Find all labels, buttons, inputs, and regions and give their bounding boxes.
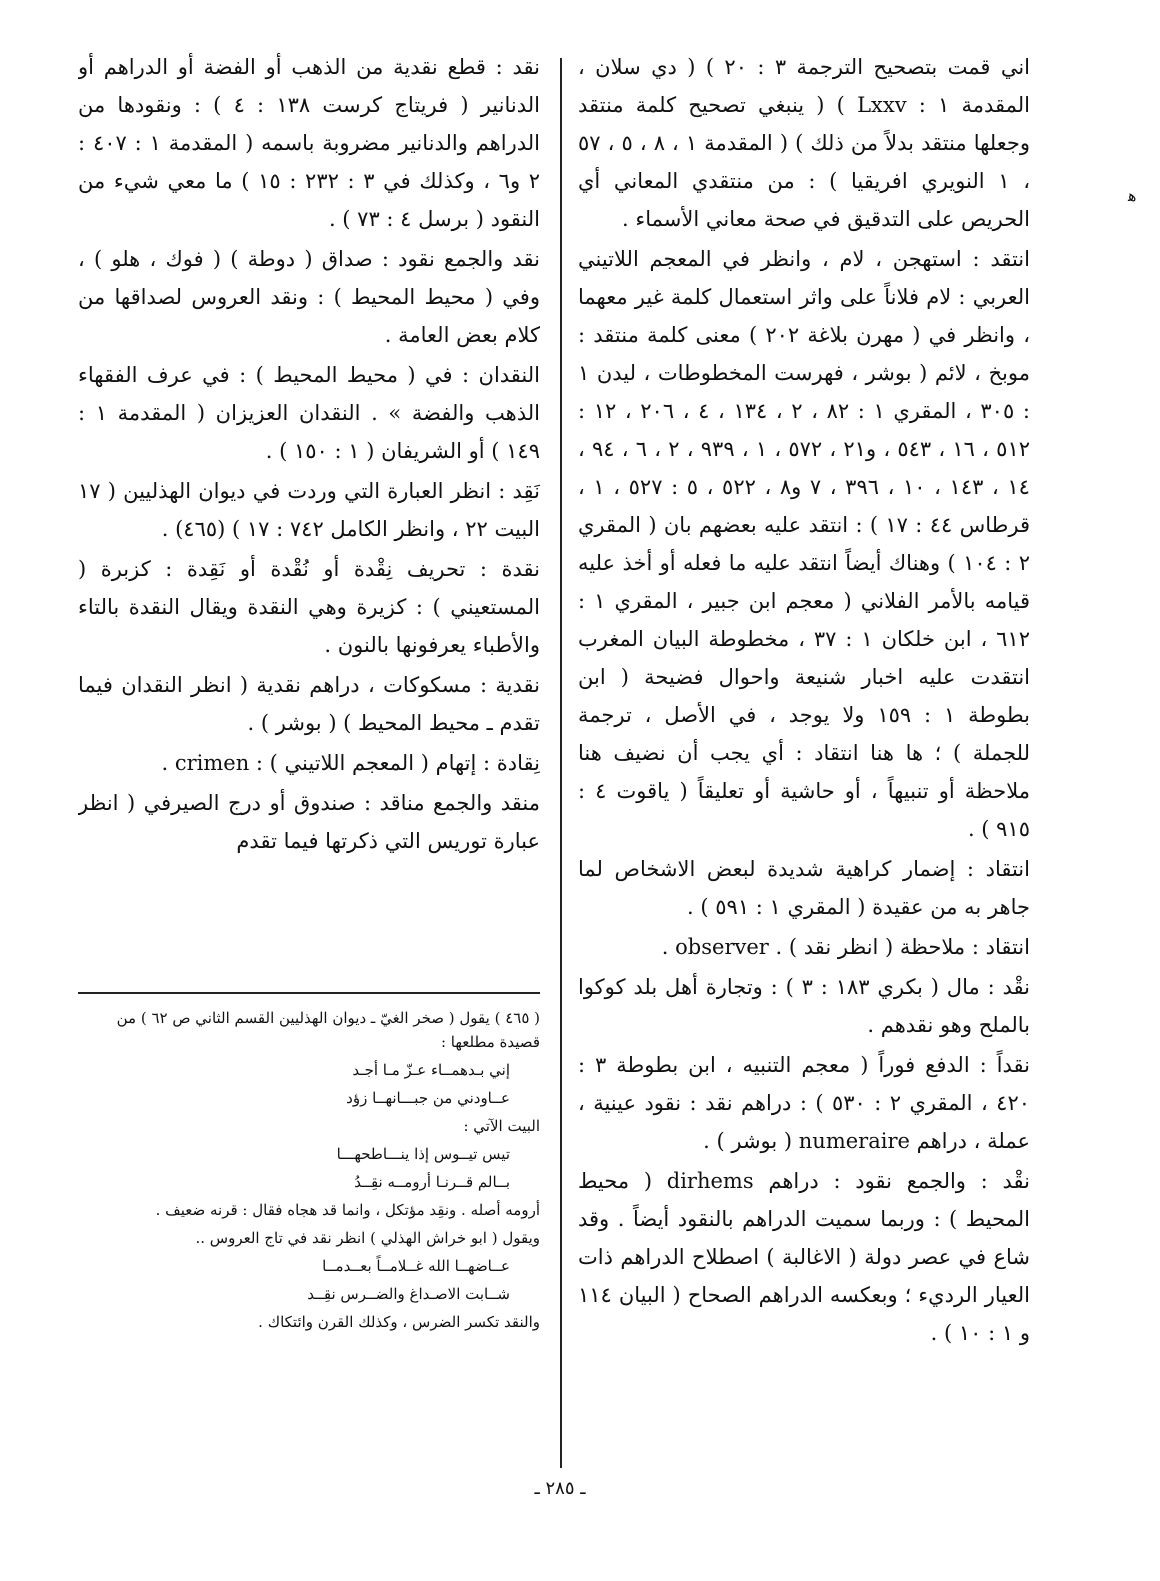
footnote-verse: عــاودني من جبـــانهــا زؤد xyxy=(346,1089,510,1107)
paragraph-minqad: منقد والجمع مناقد : صندوق أو درج الصيرفي ( انظر عبارة توريس التي ذكرتها فيما تقدم xyxy=(78,791,540,853)
paragraph-naqd-coins: نقد : قطع نقدية من الذهب أو الفضة أو الدراهم أو الدنانير ( فريتاج كرست ١٣٨ : ٤ ) : ونقودها من الدراهم والدنانير مضروبة باسمه ( المقدمة ١ : ٤٠٧ : ٢ و٦ ، وكذلك في ٣ : ٢٣٢ : ١٥ ) ما معي شيء من النقود ( برسل ٤ : ٧٣ ) . xyxy=(78,55,540,231)
paragraph-intiqad-1: انتقاد : إضمار كراهية شديدة لبعض الاشخاص لما جاهر به من عقيدة ( المقري ١ : ٥٩١ ) . xyxy=(578,857,1030,919)
paragraph-munaqqid: اني قمت بتصحيح الترجمة ٣ : ٢٠ ) ( دي سلان ، المقدمة ١ : Lxxv ) ( ينبغي تصحيح كلمة منتقد وجعلها منتقد بدلاً من ذلك ) ( المقدمة ١ ، ٨ ، ٥ ، ٥٧ ، ١ النويري افريقيا ) : من منتقدي المعاني أي الحريص على التدقيق في صحة معاني الأسماء . xyxy=(578,55,1031,231)
paragraph-naqd-dowry: نقد والجمع نقود : صداق ( دوطة ) ( فوك ، هلو ) ، وفي ( محيط المحيط ) : ونقد العروس لصداقها من كلام بعض العامة . xyxy=(78,247,540,347)
paragraph-naqid: نَقِد : انظر العبارة التي وردت في ديوان الهذليين ( ١٧ البيت ٢٢ ، وانظر الكامل ٧٤٢ : ١٧ ) (٤٦٥) . xyxy=(78,479,540,541)
footnote-verse: تيس تيــوس إذا ينـــاطحهـــا xyxy=(336,1145,510,1163)
paragraph-naqda: نقدة : تحريف نِقْدة أو نُقْدة أو نَقِدة : كزبرة ( المستعيني ) : كزيرة وهي النقدة ويقال النقدة بالتاء والأطباء يعرفونها بالنون . xyxy=(78,557,540,657)
footnote-line: ويقول ( ابو خراش الهذلي ) انظر نقد في تاج العروس .. xyxy=(195,1229,540,1247)
footnote-verse: إني بـدهمــاء عـزّ مـا أجـد xyxy=(352,1061,510,1079)
footnote-rule xyxy=(78,992,540,994)
footnote-line: أرومه أصله . ونقِد مؤتكل ، وانما قد هجاه فقال : قرنه ضعيف . xyxy=(155,1201,540,1219)
paragraph-naqd-mal: نقْد : مال ( بكري ١٨٣ : ٣ ) : وتجارة أهل بلد كوكوا بالملح وهو نقدهم . xyxy=(578,975,1030,1037)
footnote-verse: عــاضهــا الله غــلامــاً بعــدمــا xyxy=(322,1257,510,1275)
paragraph-naqd-nuqud: نقْد : والجمع نقود : دراهم dirhems ( محيط المحيط ) : وربما سميت الدراهم بالنقود أيضاً . وقد شاع في عصر دولة ( الاغالبة ) اصطلاح الدراهم ذات العيار الرديء ؛ وبعكسه الدراهم الصحاح ( البيان ١١٤ و ١ : ١٠ ) . xyxy=(578,1169,1030,1345)
paragraph-naqdan: النقدان : في ( محيط المحيط ) : في عرف الفقهاء الذهب والفضة » . النقدان العزيزان ( المقدمة ١ : ١٤٩ ) أو الشريفان ( ١ : ١٥٠ ) . xyxy=(78,363,540,463)
right-column xyxy=(578,48,1030,1354)
footnote-intro: ( ٤٦٥ ) يقول ( صخر الغيّ ـ ديوان الهذليين القسم الثاني ص ٦٢ ) من قصيدة مطلعها : xyxy=(116,1009,540,1051)
paragraph-naqdan: نقداً : الدفع فوراً ( معجم التنبيه ، ابن بطوطة ٣ : ٤٢٠ ، المقري ٢ : ٥٣٠ ) : دراهم نقد : نقود عينية ، عملة ، دراهم numeraire ( بوشر ) . xyxy=(578,1053,1031,1153)
paragraph-naqdiyya: نقدية : مسكوكات ، دراهم نقدية ( انظر النقدان فيما تقدم ـ محيط المحيط ) ( بوشر ) . xyxy=(78,673,540,735)
paragraph-intiqad-2: انتقاد : ملاحظة ( انظر نقد ) . observer . xyxy=(661,935,1030,959)
paragraph-niqada: نِقادة : إتهام ( المعجم اللاتيني ) : crimen . xyxy=(161,751,540,775)
footnote-line: والنقد تكسر الضرس ، وكذلك القرن وائتكاك . xyxy=(258,1313,540,1331)
footnote xyxy=(78,1006,540,1466)
page-number: ـ ٢٨٥ ـ xyxy=(534,1478,586,1499)
footnote-verse: شــابت الاصـداغ والضــرس نقِــد xyxy=(307,1285,510,1303)
left-column xyxy=(78,48,540,970)
column-divider xyxy=(560,58,562,1468)
paragraph-intaqada: انتقد : استهجن ، لام ، وانظر في المعجم اللاتيني العربي : لام فلاناً على واثر استعمال كلمة غير معهما ، وانظر في ( مهرن بلاغة ٢٠٢ ) معنى كلمة منتقد : موبخ ، لائم ( بوشر ، فهرست المخطوطات ، ليدن ١ : ٣٠٥ ، المقري ١ : ٨٢ ، ٢ ، ١٣٤ ، ٤ ، ٢٠٦ ، ١٢ : ٥١٢ ، ١٦ ، ٥٤٣ ، و٢١ ، ٥٧٢ ، ١ ، ٩٣٩ ، ٢ ، ٦ ، ٩٤ ، ١٤ ، ١٤٣ ، ١٠ ، ٣٩٦ ، ٧ و٨ ، ٥٢٢ ، ٥ : ٥٢٧ ، ١ ، قرطاس ٤٤ : ١٧ ) : انتقد عليه بعضهم بان ( المقري ٢ : ١٠٤ ) وهناك أيضاً انتقد عليه ما فعله أو أخذ عليه قيامه بالأمر الفلاني ( معجم ابن جبير ، المقري ١ : ٦١٢ ، ابن خلكان ١ : ٣٧ ، مخطوطة البيان المغرب انتقدت عليه اخبار شنيعة واحوال فضيحة ( ابن بطوطة ١ : ١٥٩ ولا يوجد ، في الأصل ، ترجمة للجملة ) ؛ ها هنا انتقاد : أي يجب أن نضيف هنا ملاحظة أو تنبيهاً ، أو حاشية أو تعليقاً ( ياقوت ٤ : ٩١٥ ) . xyxy=(578,247,1031,841)
footnote-verse: بــالم قــرنـا أرومــه نقِــدُ xyxy=(354,1173,510,1191)
footnote-line: البيت الآتي : xyxy=(463,1117,540,1135)
margin-mark: ﻫ xyxy=(1128,186,1137,205)
